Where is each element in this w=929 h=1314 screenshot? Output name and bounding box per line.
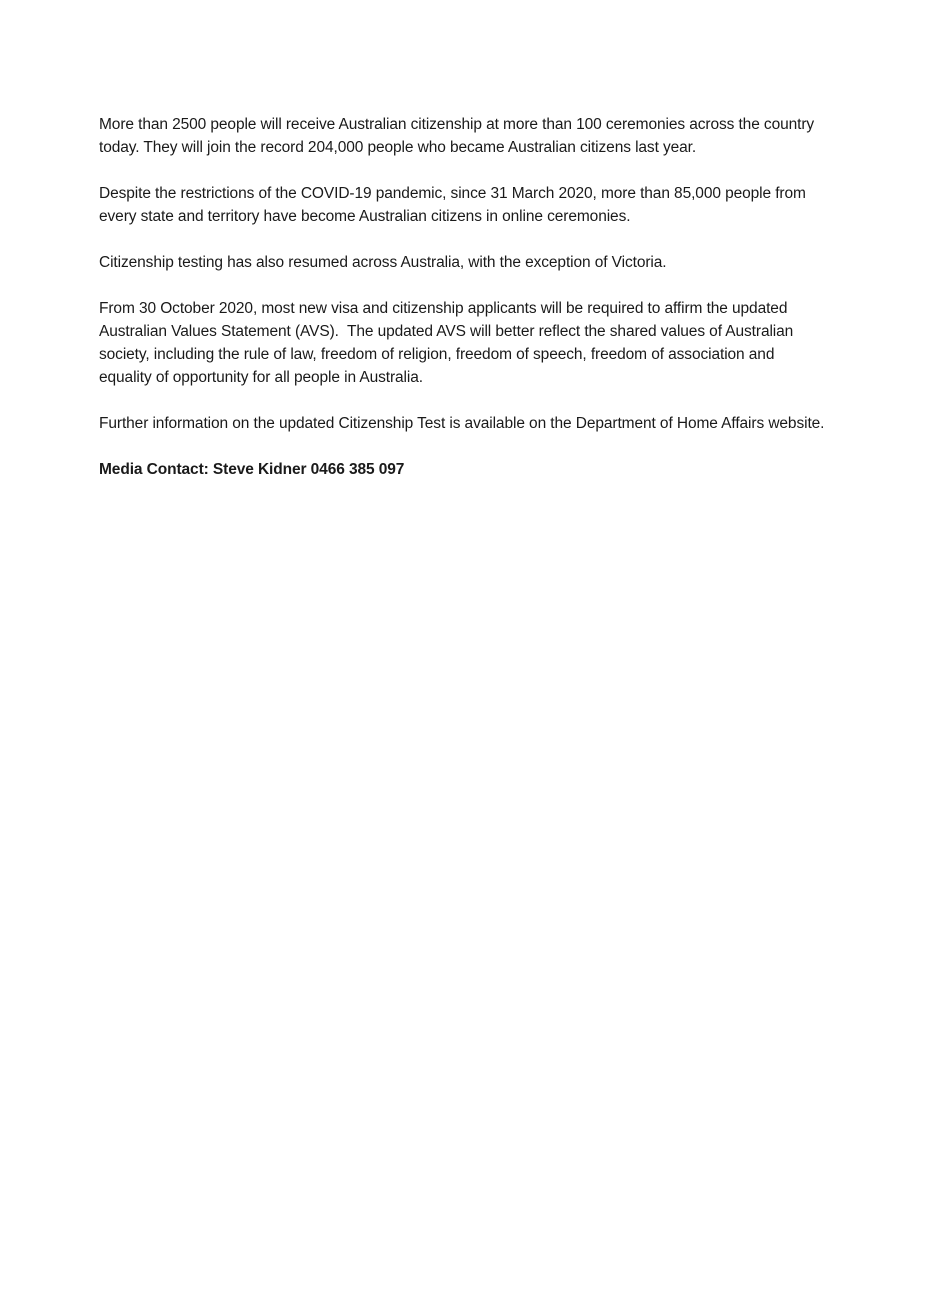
paragraph-citizenship-testing: Citizenship testing has also resumed across Australia, with the exception of Victoria. [99, 254, 667, 271]
media-contact-line: Media Contact: Steve Kidner 0466 385 097 [99, 461, 405, 478]
paragraph-further-information: Further information on the updated Citizenship Test is available on the Department of Home Affairs website. [99, 415, 825, 432]
paragraph-australian-values-statement: From 30 October 2020, most new visa and citizenship applicants will be required to affirm the updated Australian Values Statement (AVS). The updated AVS will better reflect the shared values of Australian society, including the rule of law, freedom of religion, freedom of speech, freedom of association and equality of opportunity for all people in Australia. [99, 300, 798, 386]
paragraph-citizenship-ceremonies: More than 2500 people will receive Australian citizenship at more than 100 ceremonies across the country today. They will join the record 204,000 people who became Australian citizens last year. [99, 116, 819, 156]
text-block [99, 113, 829, 481]
paragraph-covid-online-ceremonies: Despite the restrictions of the COVID-19 pandemic, since 31 March 2020, more than 85,000 people from every state and territory have become Australian citizens in online ceremonies. [99, 185, 811, 225]
